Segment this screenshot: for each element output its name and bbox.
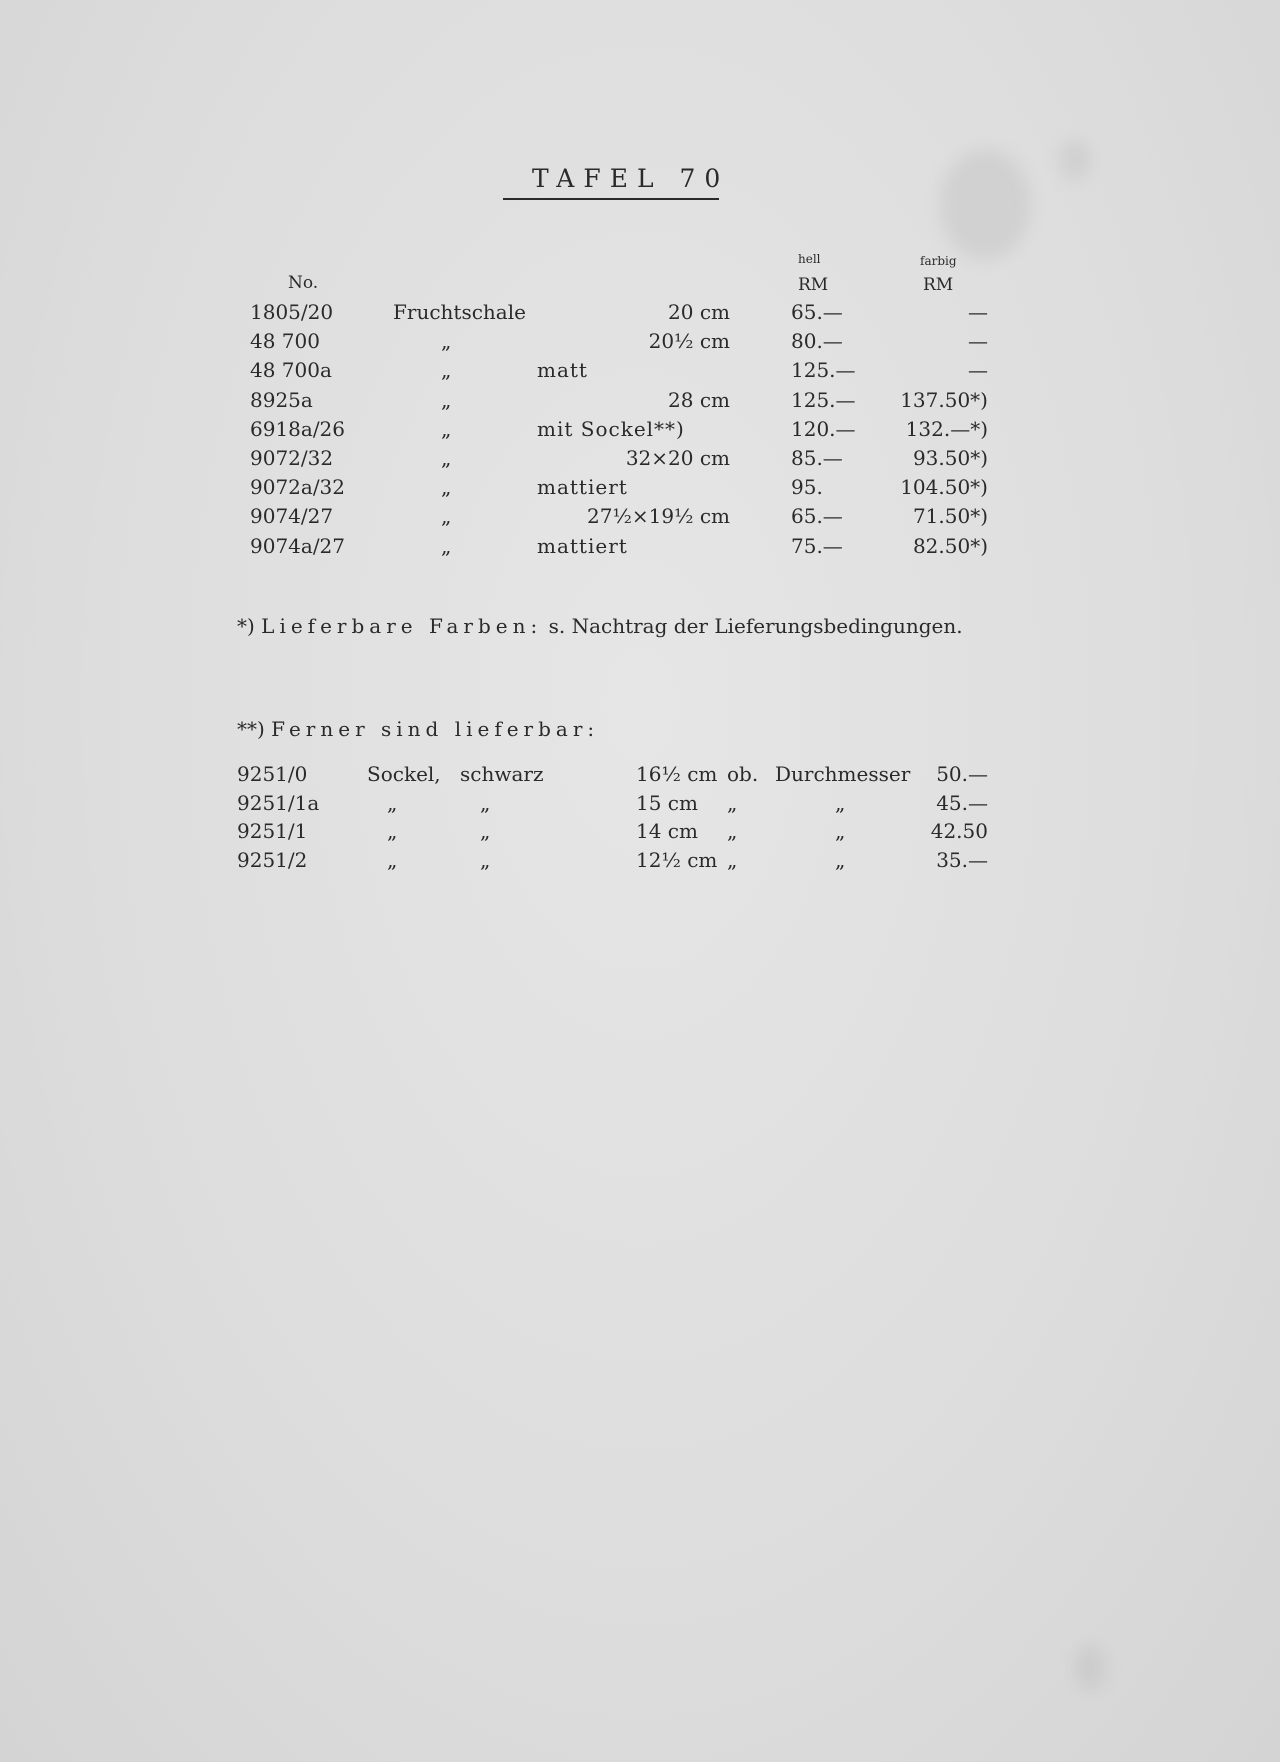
title-underline — [503, 198, 719, 200]
cell-name: „ — [441, 475, 452, 500]
cell-name: Fruchtschale — [393, 300, 526, 324]
cell-price-hell: 65.— — [791, 504, 843, 529]
column-header-hell-unit: RM — [798, 275, 829, 295]
cell-color: „ — [480, 819, 491, 843]
cell-size: 16½ cm — [636, 762, 718, 786]
cell-price-hell: 95. — [791, 475, 823, 500]
cell-measure: Durchmesser — [775, 762, 911, 786]
cell-price-hell: 125.— — [791, 387, 856, 412]
cell-price-farbig: 71.50*) — [912, 504, 988, 529]
cell-name: „ — [441, 329, 452, 354]
footnote-label: Ferner sind lieferbar: — [271, 717, 600, 741]
cell-name: „ — [387, 819, 398, 843]
cell-description: matt — [537, 358, 588, 383]
cell-name: „ — [441, 446, 452, 470]
cell-price-hell: 85.— — [791, 446, 843, 470]
column-header-farbig-unit: RM — [923, 275, 954, 295]
footnote-text: s. Nachtrag der Lieferungsbedingungen. — [548, 614, 963, 638]
footnote-label: Lieferbare Farben: — [261, 614, 543, 638]
cell-name: Sockel, — [367, 762, 441, 786]
footnote-marker: *) — [237, 614, 255, 638]
paper-stain — [1060, 140, 1090, 180]
cell-price: 45.— — [936, 790, 988, 815]
cell-price-hell: 75.— — [791, 533, 843, 558]
cell-price-hell: 120.— — [791, 416, 856, 441]
cell-name: „ — [387, 847, 398, 872]
cell-price-farbig: 82.50*) — [912, 533, 988, 558]
cell-size: 15 cm — [636, 790, 698, 815]
cell-number: 9251/1 — [237, 819, 308, 843]
cell-color: schwarz — [460, 762, 544, 786]
cell-price-hell: 125.— — [791, 358, 856, 383]
cell-number: 9074a/27 — [250, 533, 346, 558]
cell-name: „ — [441, 504, 452, 529]
cell-price-farbig: — — [968, 300, 988, 324]
cell-number: 1805/20 — [250, 300, 334, 324]
cell-price: 35.— — [936, 847, 988, 872]
cell-measure: „ — [835, 819, 846, 843]
cell-preposition: „ — [727, 819, 738, 843]
cell-price: 42.50 — [930, 819, 988, 843]
cell-name: „ — [441, 387, 452, 412]
cell-size: 32×20 cm — [625, 446, 730, 470]
cell-number: 9072/32 — [250, 446, 334, 470]
cell-price-hell: 65.— — [791, 300, 843, 324]
cell-number: 9251/2 — [237, 847, 308, 872]
cell-description: mattiert — [537, 533, 628, 558]
cell-measure: „ — [835, 847, 846, 872]
cell-color: „ — [480, 847, 491, 872]
cell-size: 20½ cm — [648, 329, 730, 354]
cell-size: 12½ cm — [636, 847, 718, 872]
cell-number: 9072a/32 — [250, 475, 346, 500]
footnote-colors — [237, 614, 963, 638]
cell-price-farbig: — — [968, 329, 988, 354]
cell-name: „ — [441, 416, 452, 441]
paper-stain — [1075, 1645, 1105, 1690]
cell-color: „ — [480, 790, 491, 815]
cell-measure: „ — [835, 790, 846, 815]
cell-description: mit Sockel**) — [537, 416, 685, 441]
cell-preposition: „ — [727, 790, 738, 815]
cell-number: 48 700 — [250, 329, 320, 354]
cell-number: 8925a — [250, 387, 313, 412]
cell-number: 48 700a — [250, 358, 332, 383]
cell-size: 14 cm — [636, 819, 698, 843]
cell-price-hell: 80.— — [791, 329, 843, 354]
cell-name: „ — [441, 533, 452, 558]
cell-size: 20 cm — [668, 300, 730, 324]
cell-name: „ — [441, 358, 452, 383]
cell-price-farbig: 93.50*) — [912, 446, 988, 470]
cell-name: „ — [387, 790, 398, 815]
cell-description: mattiert — [537, 475, 628, 500]
cell-price-farbig: — — [968, 358, 988, 383]
cell-number: 6918a/26 — [250, 416, 346, 441]
cell-price: 50.— — [936, 762, 988, 786]
footnote-marker: **) — [237, 717, 265, 741]
cell-preposition: „ — [727, 847, 738, 872]
cell-number: 9074/27 — [250, 504, 334, 529]
cell-price-farbig: 137.50*) — [900, 387, 988, 412]
paper-stain — [940, 150, 1030, 260]
page-title: TAFEL 70 — [532, 164, 730, 193]
cell-price-farbig: 132.—*) — [905, 416, 988, 441]
column-header-no: No. — [288, 273, 319, 293]
cell-number: 9251/1a — [237, 790, 320, 815]
cell-price-farbig: 104.50*) — [900, 475, 988, 500]
cell-size: 28 cm — [668, 387, 730, 412]
cell-size: 27½×19½ cm — [587, 504, 730, 529]
cell-preposition: ob. — [727, 762, 759, 786]
column-header-farbig: farbig — [920, 254, 957, 268]
column-header-hell: hell — [798, 252, 821, 266]
cell-number: 9251/0 — [237, 762, 308, 786]
footnote-sockel — [237, 717, 599, 741]
